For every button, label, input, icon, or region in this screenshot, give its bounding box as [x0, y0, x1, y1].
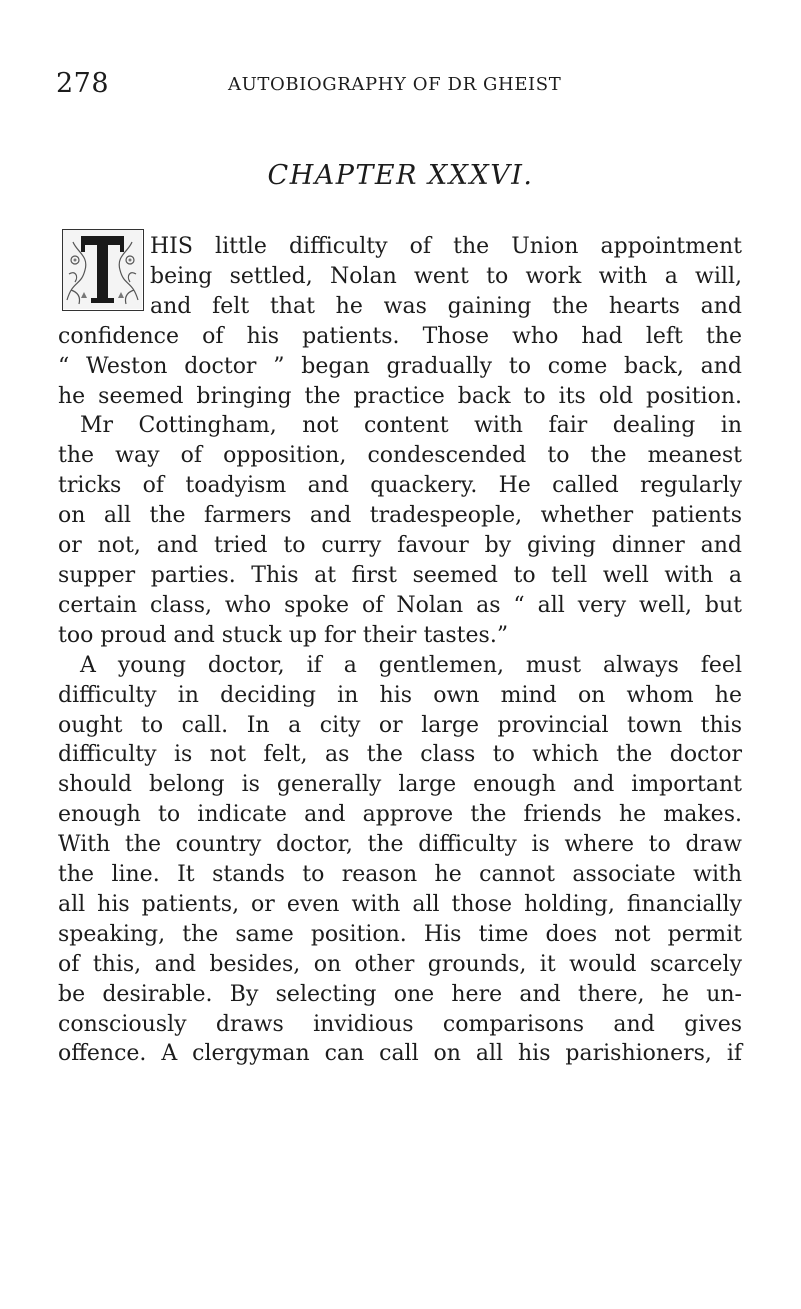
text-line: on all the farmers and tradespeople, whether patients: [58, 503, 742, 529]
text-line: all his patients, or even with all those holding, financially: [58, 891, 742, 917]
page-number: 278: [56, 68, 110, 99]
text-line: tricks of toadyism and quackery. He called regularly: [58, 473, 742, 499]
text-line: the line. It stands to reason he cannot associate with: [58, 862, 742, 888]
text-line: supper parties. This at first seemed to tell well with a: [58, 562, 742, 588]
text-line: and felt that he was gaining the hearts and: [150, 293, 742, 319]
text-line: “ Weston doctor ” began gradually to come back, and: [58, 353, 742, 379]
text-line: enough to indicate and approve the friends he makes.: [58, 802, 742, 828]
text-line: difficulty is not felt, as the class to which the doctor: [58, 742, 742, 768]
text-line: being settled, Nolan went to work with a will,: [150, 263, 742, 289]
text-line: ought to call. In a city or large provincial town this: [58, 712, 742, 738]
text-line: speaking, the same position. His time does not permit: [58, 921, 742, 947]
text-line: or not, and tried to curry favour by giving dinner and: [58, 533, 742, 559]
body-text: [58, 232, 742, 1069]
text-line: offence. A clergyman can call on all his parishioners, if: [58, 1041, 742, 1067]
text-line: too proud and stuck up for their tastes.”: [58, 622, 509, 648]
text-line: A young doctor, if a gentlemen, must always feel: [80, 652, 742, 678]
text-line: he seemed bringing the practice back to its old position.: [58, 383, 742, 409]
text-line: certain class, who spoke of Nolan as “ all very well, but: [58, 592, 742, 618]
text-line: consciously draws invidious comparisons and gives: [58, 1011, 742, 1037]
text-line: the way of opposition, condescended to the meanest: [58, 443, 742, 469]
running-head: AUTOBIOGRAPHY OF DR GHEIST: [228, 74, 562, 95]
text-line: should belong is generally large enough and important: [58, 772, 742, 798]
text-line: be desirable. By selecting one here and there, he un-: [58, 981, 742, 1007]
text-line: of this, and besides, on other grounds, it would scarcely: [58, 951, 742, 977]
text-line: With the country doctor, the difficulty is where to draw: [58, 832, 742, 858]
text-line: difficulty in deciding in his own mind on whom he: [58, 682, 742, 708]
text-line: Mr Cottingham, not content with fair dealing in: [80, 413, 742, 439]
text-line: HIS little difficulty of the Union appointment: [150, 234, 742, 259]
chapter-title: CHAPTER XXXVI.: [267, 160, 534, 191]
text-line: confidence of his patients. Those who had left the: [58, 323, 742, 349]
